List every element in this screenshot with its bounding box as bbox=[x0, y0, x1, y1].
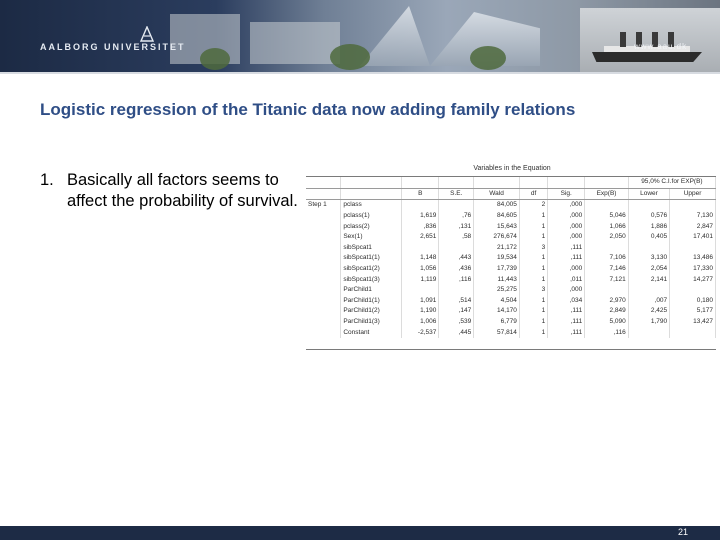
table-cell bbox=[670, 243, 716, 254]
table-cell bbox=[306, 211, 341, 222]
table-cell: 2,050 bbox=[585, 232, 629, 243]
table-cell bbox=[306, 253, 341, 264]
table-cell: ParChild1(2) bbox=[341, 306, 402, 317]
table-cell bbox=[670, 200, 716, 211]
table-cell: 2 bbox=[519, 200, 547, 211]
tree-image bbox=[200, 48, 230, 70]
table-cell: 1,190 bbox=[402, 306, 439, 317]
header-banner bbox=[0, 0, 720, 72]
table-cell: pclass(1) bbox=[341, 211, 402, 222]
table-cell: 13,427 bbox=[670, 317, 716, 328]
column-header: Wald bbox=[474, 188, 520, 200]
table-row bbox=[306, 296, 716, 307]
table-cell: 15,643 bbox=[474, 221, 520, 232]
table-cell: 1 bbox=[519, 211, 547, 222]
column-header: Exp(B) bbox=[585, 188, 629, 200]
table-row bbox=[306, 232, 716, 243]
ci-header: 95,0% C.I.for EXP(B) bbox=[628, 177, 715, 188]
table-cell bbox=[670, 285, 716, 296]
table-cell: 17,330 bbox=[670, 264, 716, 275]
table-cell: 1 bbox=[519, 221, 547, 232]
glass-building-image bbox=[360, 6, 430, 66]
page-number: 21 bbox=[677, 527, 688, 537]
tree-image bbox=[330, 44, 370, 70]
table-cell: ,58 bbox=[439, 232, 474, 243]
table-cell: 1,091 bbox=[402, 296, 439, 307]
table-cell: 1,148 bbox=[402, 253, 439, 264]
table-cell: 84,605 bbox=[474, 211, 520, 222]
table-row bbox=[306, 253, 716, 264]
table-cell: 84,005 bbox=[474, 200, 520, 211]
table-cell: ParChild1(3) bbox=[341, 317, 402, 328]
table-cell: 17,739 bbox=[474, 264, 520, 275]
banner-divider bbox=[0, 72, 720, 74]
table-cell: 0,405 bbox=[628, 232, 669, 243]
footer-bar bbox=[0, 526, 720, 540]
table-cell: 1 bbox=[519, 306, 547, 317]
table-cell bbox=[306, 274, 341, 285]
column-header: df bbox=[519, 188, 547, 200]
table-cell bbox=[585, 243, 629, 254]
table-cell bbox=[306, 264, 341, 275]
table-cell: 25,275 bbox=[474, 285, 520, 296]
table-cell: 19,534 bbox=[474, 253, 520, 264]
table-cell: ,007 bbox=[628, 296, 669, 307]
table-cell: 1,006 bbox=[402, 317, 439, 328]
table-cell: 7,130 bbox=[670, 211, 716, 222]
table-cell: ,514 bbox=[439, 296, 474, 307]
slide-title: Logistic regression of the Titanic data now adding family relations bbox=[40, 100, 576, 119]
table-cell bbox=[306, 327, 341, 338]
table-cell: ,147 bbox=[439, 306, 474, 317]
table-cell bbox=[628, 285, 669, 296]
table-frame bbox=[306, 176, 716, 350]
column-header bbox=[306, 188, 341, 200]
table-cell: 1 bbox=[519, 232, 547, 243]
spss-output-table bbox=[306, 162, 718, 350]
table-cell: 0,180 bbox=[670, 296, 716, 307]
university-logo-icon bbox=[140, 26, 154, 42]
table-cell: ,000 bbox=[548, 221, 585, 232]
table-cell: 3 bbox=[519, 285, 547, 296]
table-cell: 14,277 bbox=[670, 274, 716, 285]
table-cell: ,000 bbox=[548, 285, 585, 296]
table-cell: ,445 bbox=[439, 327, 474, 338]
table-cell: ,116 bbox=[585, 327, 629, 338]
table-header-row-group bbox=[306, 177, 716, 188]
table-cell bbox=[402, 285, 439, 296]
table-cell bbox=[439, 200, 474, 211]
table-cell: ,76 bbox=[439, 211, 474, 222]
table-cell: 1 bbox=[519, 317, 547, 328]
table-cell bbox=[306, 296, 341, 307]
table-cell: 2,054 bbox=[628, 264, 669, 275]
bullet-number: 1. bbox=[40, 171, 54, 189]
table-cell: ,111 bbox=[548, 243, 585, 254]
column-header: Lower bbox=[628, 188, 669, 200]
table-row bbox=[306, 317, 716, 328]
table-cell bbox=[628, 200, 669, 211]
table-row bbox=[306, 306, 716, 317]
table-cell: ,000 bbox=[548, 211, 585, 222]
table-cell: ,116 bbox=[439, 274, 474, 285]
table-cell: 7,106 bbox=[585, 253, 629, 264]
table-cell: sibSpcat1(1) bbox=[341, 253, 402, 264]
table-cell: ,111 bbox=[548, 306, 585, 317]
table-cell: 1 bbox=[519, 296, 547, 307]
table-cell: 6,779 bbox=[474, 317, 520, 328]
table-cell: ,011 bbox=[548, 274, 585, 285]
table-cell: ,000 bbox=[548, 200, 585, 211]
table-cell: 2,425 bbox=[628, 306, 669, 317]
column-header: S.E. bbox=[439, 188, 474, 200]
table-cell: ,436 bbox=[439, 264, 474, 275]
table-cell: pclass bbox=[341, 200, 402, 211]
table-row bbox=[306, 327, 716, 338]
table-row bbox=[306, 243, 716, 254]
table-cell bbox=[306, 285, 341, 296]
website-url: www.aau.dk bbox=[634, 42, 688, 51]
table-cell: 1 bbox=[519, 274, 547, 285]
table-cell bbox=[628, 243, 669, 254]
table-cell: ,000 bbox=[548, 264, 585, 275]
table-cell: 7,121 bbox=[585, 274, 629, 285]
bullet-text: Basically all factors seems to affect the probability of survival. bbox=[67, 171, 298, 210]
table-cell: -2,537 bbox=[402, 327, 439, 338]
table-cell: ,034 bbox=[548, 296, 585, 307]
table-cell: ,000 bbox=[548, 232, 585, 243]
column-header: Sig. bbox=[548, 188, 585, 200]
table-cell: 1,790 bbox=[628, 317, 669, 328]
table-row bbox=[306, 264, 716, 275]
table-cell: 0,576 bbox=[628, 211, 669, 222]
table-cell: pclass(2) bbox=[341, 221, 402, 232]
table-cell: Constant bbox=[341, 327, 402, 338]
table-cell: 1,066 bbox=[585, 221, 629, 232]
table-cell: 3,130 bbox=[628, 253, 669, 264]
table-cell: 1 bbox=[519, 327, 547, 338]
table-cell: 7,146 bbox=[585, 264, 629, 275]
table-cell: ,539 bbox=[439, 317, 474, 328]
table-cell bbox=[306, 306, 341, 317]
university-logo-text: AALBORG UNIVERSITET bbox=[40, 42, 186, 52]
table-caption: Variables in the Equation bbox=[473, 165, 551, 172]
table-cell: ,111 bbox=[548, 253, 585, 264]
table-cell: ParChild1 bbox=[341, 285, 402, 296]
table-cell bbox=[670, 327, 716, 338]
table-cell bbox=[306, 232, 341, 243]
table-cell: ,131 bbox=[439, 221, 474, 232]
table-row bbox=[306, 221, 716, 232]
table-cell bbox=[439, 285, 474, 296]
table-cell: 2,847 bbox=[670, 221, 716, 232]
table-cell bbox=[306, 221, 341, 232]
building-image bbox=[250, 22, 340, 64]
tree-image bbox=[470, 46, 506, 70]
table-cell: 21,172 bbox=[474, 243, 520, 254]
table-cell: 1 bbox=[519, 253, 547, 264]
table-cell: ,443 bbox=[439, 253, 474, 264]
column-header bbox=[341, 188, 402, 200]
table-cell bbox=[306, 317, 341, 328]
table-cell: 2,970 bbox=[585, 296, 629, 307]
table-cell: 5,046 bbox=[585, 211, 629, 222]
table-cell: ,836 bbox=[402, 221, 439, 232]
table-cell: 276,674 bbox=[474, 232, 520, 243]
table-row bbox=[306, 211, 716, 222]
bullet-item bbox=[40, 170, 302, 212]
table-cell: 4,504 bbox=[474, 296, 520, 307]
table-cell: sibSpcat1 bbox=[341, 243, 402, 254]
table-row bbox=[306, 274, 716, 285]
variables-table bbox=[306, 177, 716, 338]
table-cell: 5,177 bbox=[670, 306, 716, 317]
table-cell: 1,056 bbox=[402, 264, 439, 275]
table-cell bbox=[439, 243, 474, 254]
table-cell bbox=[402, 200, 439, 211]
table-cell: Sex(1) bbox=[341, 232, 402, 243]
table-cell bbox=[306, 243, 341, 254]
table-cell: 13,486 bbox=[670, 253, 716, 264]
table-row bbox=[306, 285, 716, 296]
table-cell: 2,849 bbox=[585, 306, 629, 317]
table-cell: sibSpcat1(2) bbox=[341, 264, 402, 275]
table-cell: 14,170 bbox=[474, 306, 520, 317]
table-cell: 5,090 bbox=[585, 317, 629, 328]
table-cell: 1,886 bbox=[628, 221, 669, 232]
table-cell: 11,443 bbox=[474, 274, 520, 285]
table-cell: 1 bbox=[519, 264, 547, 275]
column-header: B bbox=[402, 188, 439, 200]
table-cell bbox=[628, 327, 669, 338]
table-cell: 17,401 bbox=[670, 232, 716, 243]
table-cell: 2,141 bbox=[628, 274, 669, 285]
titanic-ship-image bbox=[580, 8, 720, 72]
table-cell: 57,814 bbox=[474, 327, 520, 338]
table-row bbox=[306, 200, 716, 211]
table-cell bbox=[585, 200, 629, 211]
table-cell bbox=[585, 285, 629, 296]
table-header-row bbox=[306, 188, 716, 200]
table-cell: ParChild1(1) bbox=[341, 296, 402, 307]
table-cell bbox=[402, 243, 439, 254]
column-header: Upper bbox=[670, 188, 716, 200]
table-cell: ,111 bbox=[548, 327, 585, 338]
table-cell: 1,119 bbox=[402, 274, 439, 285]
table-cell: 3 bbox=[519, 243, 547, 254]
table-cell: 2,651 bbox=[402, 232, 439, 243]
table-cell: Step 1 bbox=[306, 200, 341, 211]
table-cell: sibSpcat1(3) bbox=[341, 274, 402, 285]
table-cell: ,111 bbox=[548, 317, 585, 328]
table-cell: 1,619 bbox=[402, 211, 439, 222]
